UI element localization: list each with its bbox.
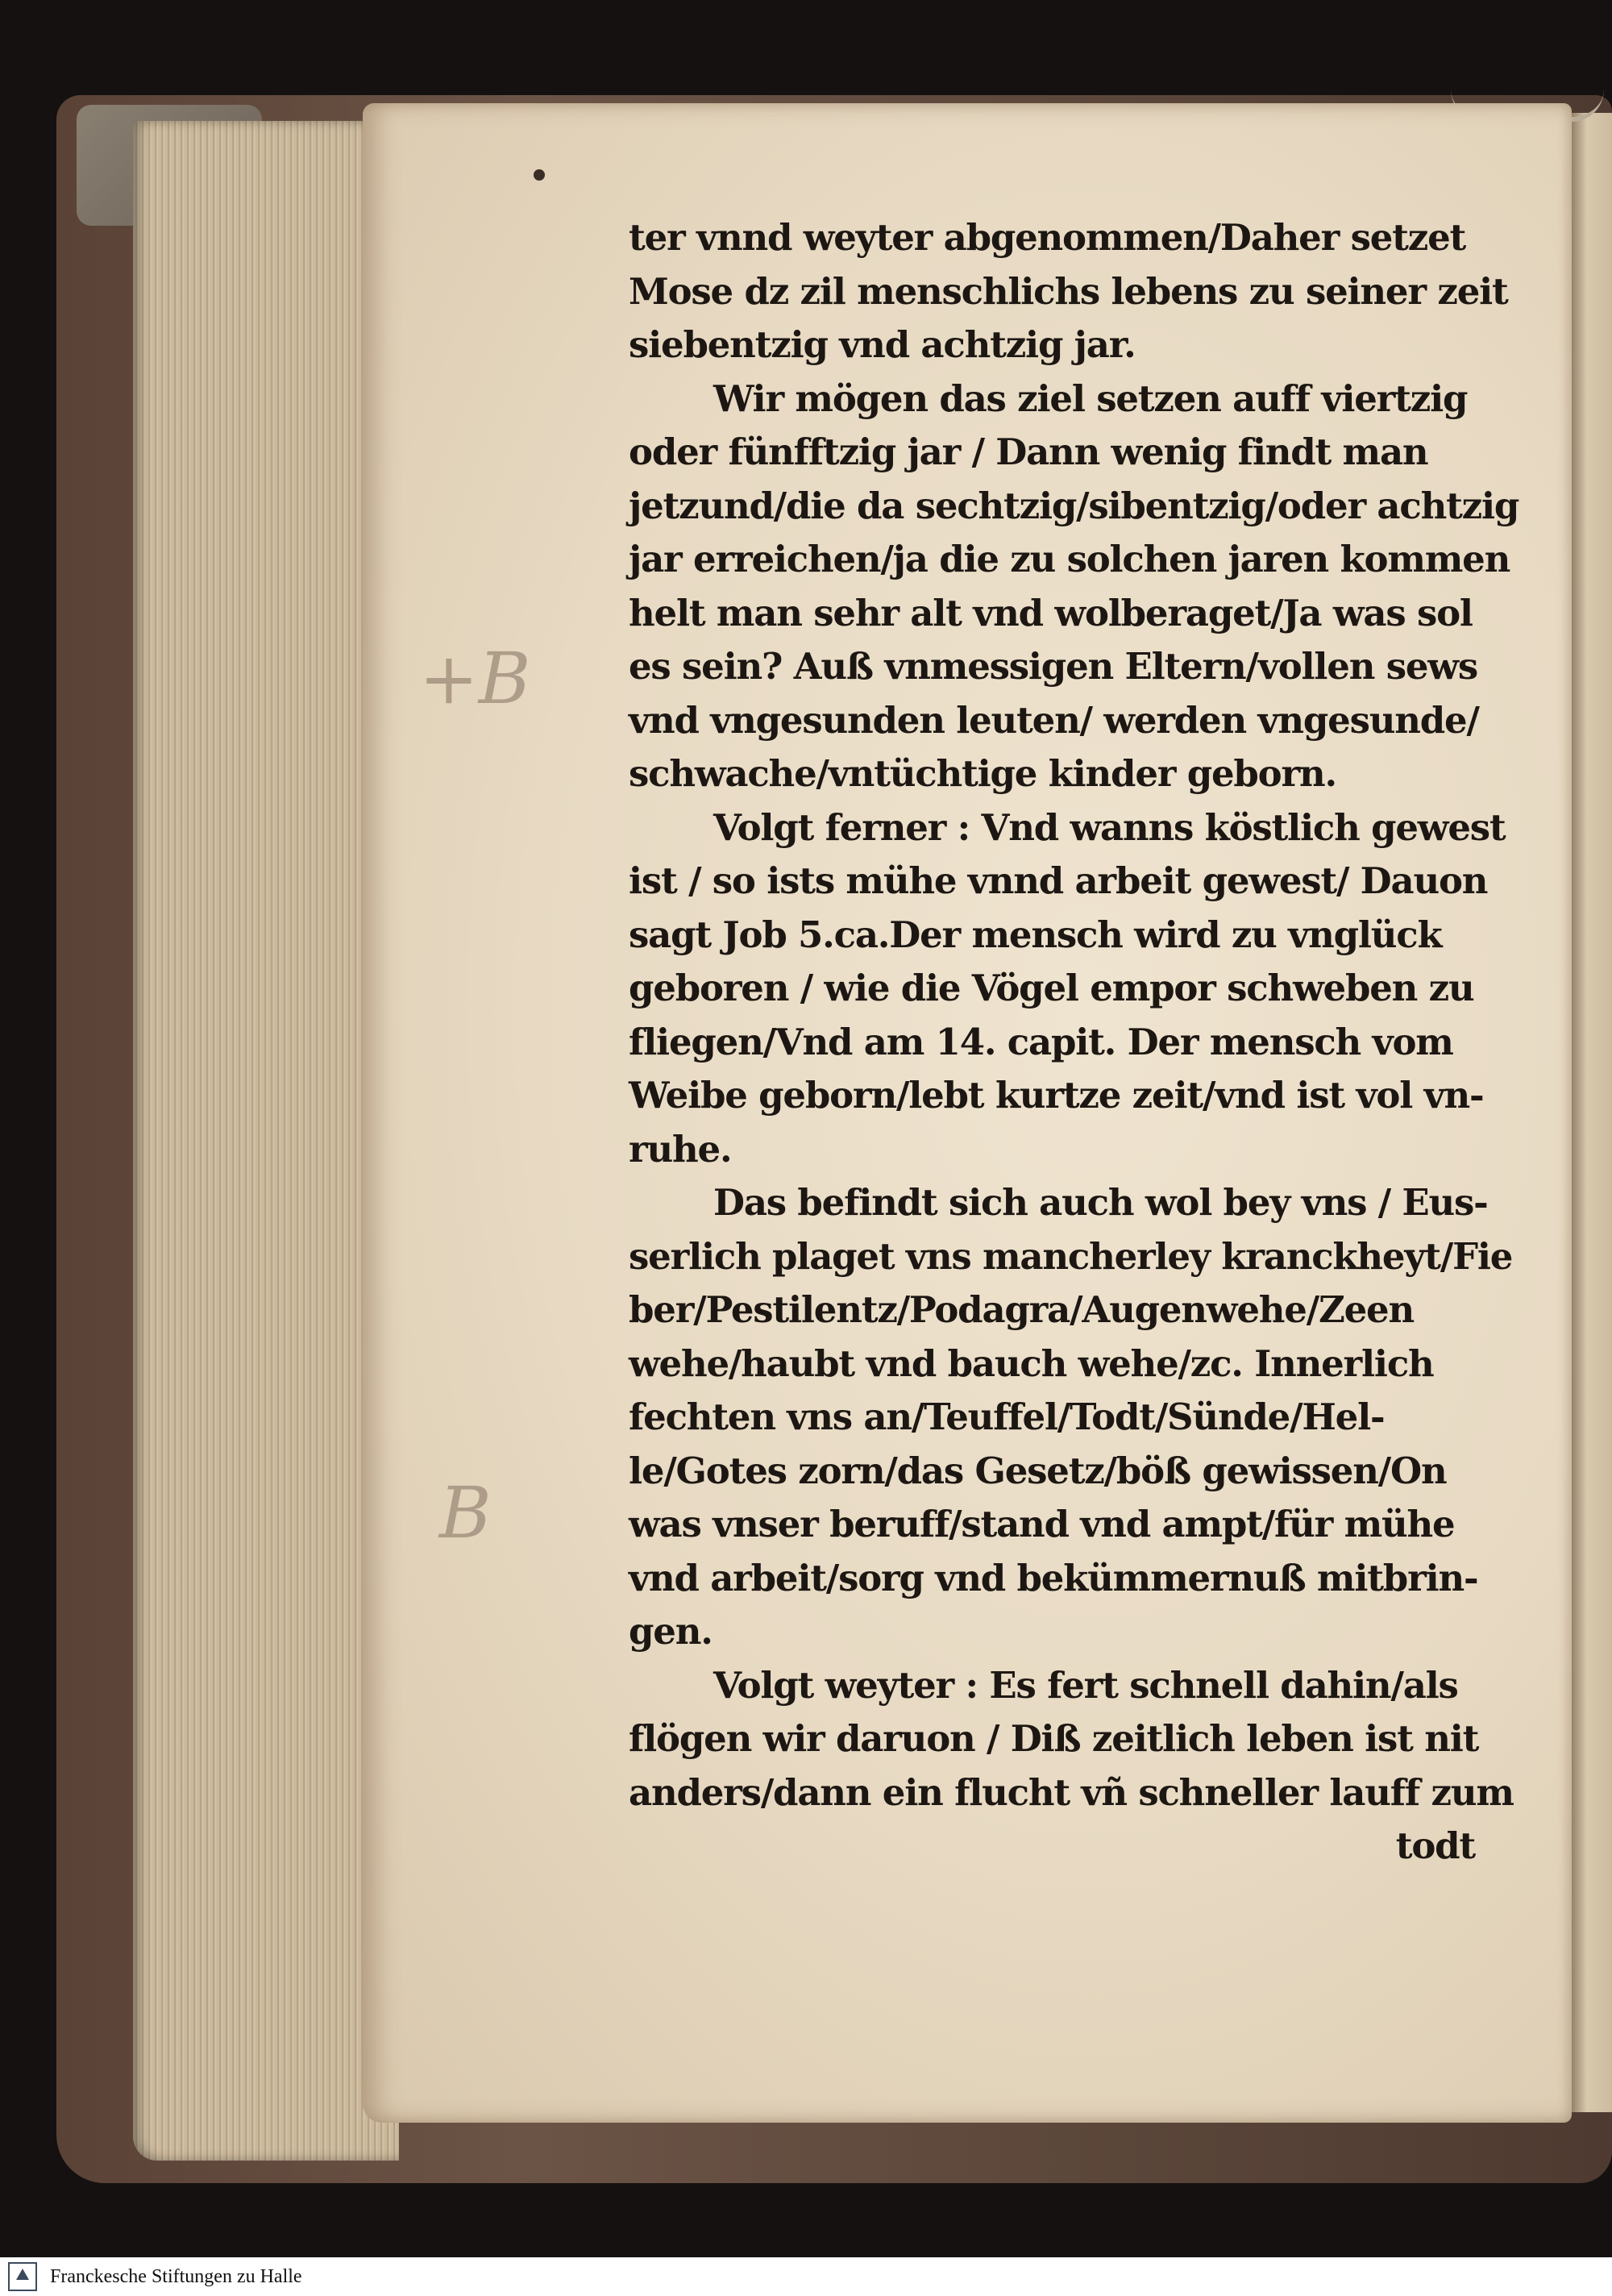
- text-line: le/Gotes zorn/das Gesetz/böß gewissen/On: [629, 1449, 1447, 1492]
- ink-dot: [534, 169, 545, 181]
- margin-note-2: B: [439, 1471, 492, 1554]
- text-line: vnd vngesunden leuten/ werden vngesunde/: [629, 698, 1479, 742]
- margin-note-1: +B: [419, 637, 531, 720]
- text-line: was vnser beruff/stand vnd ampt/für mühe: [629, 1503, 1455, 1545]
- text-line: ter vnnd weyter abgenommen/Daher setzet: [629, 216, 1466, 259]
- text-line: ruhe.: [629, 1127, 732, 1171]
- text-line: Volgt ferner : Vnd wanns köstlich gewest: [713, 805, 1506, 849]
- text-line: Mose dz zil menschlichs lebens zu seiner zeit: [629, 269, 1508, 313]
- text-line: geboren / wie die Vögel empor schweben zu: [629, 967, 1474, 1009]
- text-line: wehe/haubt vnd bauch wehe/zc. Innerlich: [629, 1341, 1434, 1385]
- text-line: anders/dann ein flucht vñ schneller lauff zum: [629, 1770, 1514, 1814]
- text-line: ist / so ists mühe vnnd arbeit gewest/ Dauon: [629, 859, 1488, 902]
- text-line: fechten vns an/Teuffel/Todt/Sünde/Hel-: [629, 1395, 1385, 1438]
- text-line: Weibe geborn/lebt kurtze zeit/vnd ist vol vn-: [629, 1074, 1484, 1117]
- text-line: gen.: [629, 1610, 713, 1653]
- text-line: vnd arbeit/sorg vnd bekümmernuß mitbrin-: [629, 1556, 1478, 1599]
- text-line: fliegen/Vnd am 14. capit. Der mensch vom: [629, 1020, 1453, 1063]
- catchword: todt: [1395, 1824, 1475, 1867]
- text-line: helt man sehr alt vnd wolberaget/Ja was sol: [629, 591, 1473, 634]
- text-line: Das befindt sich auch wol bey vns / Eus-: [713, 1181, 1488, 1224]
- facing-page-edge: [1570, 113, 1612, 2112]
- text-line: serlich plaget vns mancherley kranckheyt/Fie: [629, 1234, 1513, 1278]
- page-text-block: [629, 211, 1519, 1874]
- text-line: jetzund/die da sechtzig/sibentzig/oder achtzig: [629, 484, 1519, 527]
- text-line: Wir mögen das ziel setzen auff viertzig: [713, 376, 1468, 420]
- footer-institution[interactable]: Franckesche Stiftungen zu Halle: [50, 2265, 302, 2287]
- text-line: oder fünfftzig jar / Dann wenig findt man: [629, 430, 1428, 473]
- text-line: es sein? Auß vnmessigen Eltern/vollen sews: [629, 645, 1477, 688]
- franckesche-stiftungen-logo-icon: [8, 2262, 37, 2291]
- text-line: ber/Pestilentz/Podagra/Augenwehe/Zeen: [629, 1288, 1414, 1331]
- text-line: jar erreichen/ja die zu solchen jaren kommen: [629, 538, 1510, 580]
- text-line: siebentzig vnd achtzig jar.: [629, 323, 1136, 366]
- footer-bar: [0, 2257, 1612, 2296]
- page-stack: [133, 121, 399, 2161]
- text-line: sagt Job 5.ca.Der mensch wird zu vnglück: [629, 913, 1442, 956]
- text-line: Volgt weyter : Es fert schnell dahin/als: [713, 1663, 1458, 1707]
- text-line: schwache/vntüchtige kinder geborn.: [629, 752, 1336, 795]
- text-line: flögen wir daruon / Diß zeitlich leben ist nit: [629, 1717, 1479, 1760]
